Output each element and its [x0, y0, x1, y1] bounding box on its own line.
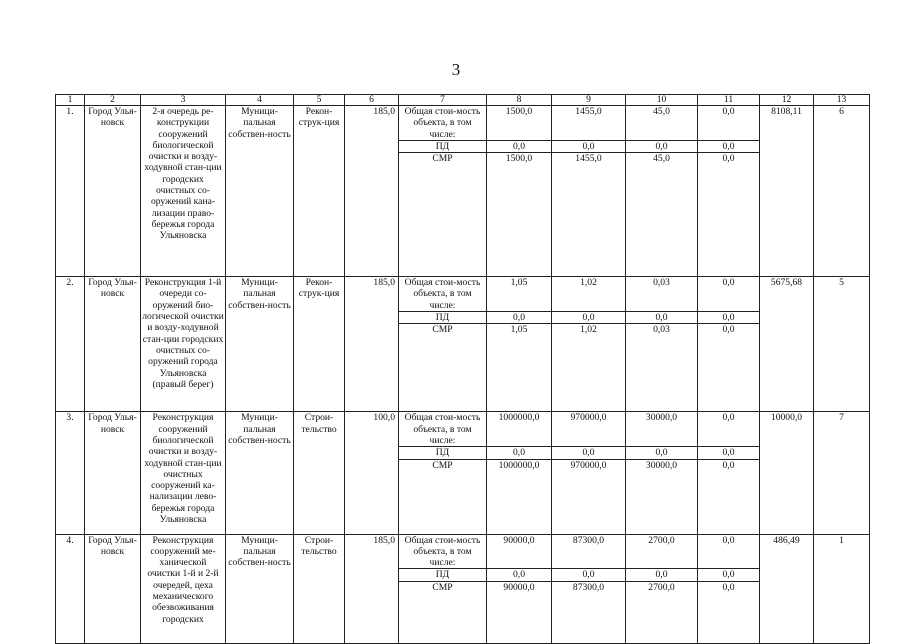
total-cost-value: 0,0	[698, 277, 760, 312]
row-number: 2.	[56, 277, 85, 412]
pd-label: ПД	[399, 312, 487, 324]
object-description: Реконструкция 1-й очереди со-оружений био-логической очистки и возду-ходувной стан-ции городских очистных со-оружений города Ульяновска (правый берег)	[141, 277, 226, 412]
smr-label: СМР	[399, 153, 487, 277]
pd-value: 0,0	[698, 447, 760, 459]
city-cell: Город Улья-новск	[85, 534, 141, 643]
pd-value: 0,0	[487, 569, 552, 581]
total-cost-value: 1,05	[487, 277, 552, 312]
pd-value: 0,0	[626, 312, 698, 324]
pd-value: 0,0	[626, 447, 698, 459]
ownership-cell: Муници-пальная собствен-ность	[226, 412, 294, 534]
smr-value: 1000000,0	[487, 459, 552, 534]
smr-value: 30000,0	[626, 459, 698, 534]
pd-value: 0,0	[626, 140, 698, 152]
pd-value: 0,0	[626, 569, 698, 581]
column-number: 6	[345, 95, 399, 106]
smr-value: 1455,0	[552, 153, 626, 277]
smr-value: 45,0	[626, 153, 698, 277]
col13-value: 7	[814, 412, 870, 534]
total-cost-value: 0,0	[698, 106, 760, 141]
city-cell: Город Улья-новск	[85, 106, 141, 277]
col12-value: 5675,68	[760, 277, 814, 412]
col13-value: 5	[814, 277, 870, 412]
total-cost-value: 970000,0	[552, 412, 626, 447]
smr-label: СМР	[399, 581, 487, 643]
smr-value: 1,02	[552, 324, 626, 412]
work-type-cell: Рекон-струк-ция	[294, 277, 345, 412]
column-number-row	[56, 95, 870, 106]
smr-label: СМР	[399, 324, 487, 412]
object-description: Реконструкция сооружений ме-ханической очистки 1-й и 2-й очередей, цеха механического обезвоживания городских	[141, 534, 226, 643]
total-cost-label: Общая стои-мость объекта, в том числе:	[399, 534, 487, 569]
total-cost-label: Общая стои-мость объекта, в том числе:	[399, 412, 487, 447]
column-number: 4	[226, 95, 294, 106]
ownership-cell: Муници-пальная собствен-ность	[226, 106, 294, 277]
work-type-cell: Строи-тельство	[294, 534, 345, 643]
total-cost-label: Общая стои-мость объекта, в том числе:	[399, 277, 487, 312]
smr-value: 0,0	[698, 324, 760, 412]
col12-value: 8108,11	[760, 106, 814, 277]
column-number: 5	[294, 95, 345, 106]
column-number: 9	[552, 95, 626, 106]
pd-value: 0,0	[698, 140, 760, 152]
smr-value: 1500,0	[487, 153, 552, 277]
pd-value: 0,0	[552, 569, 626, 581]
object-description: 2-я очередь ре-конструкции сооружений биологической очистки и возду-ходувной стан-ции городских очистных со-оружений кана-лизации право-бережья города Ульяновска	[141, 106, 226, 277]
total-cost-value: 2700,0	[626, 534, 698, 569]
capacity-cell: 185,0	[345, 534, 399, 643]
pd-value: 0,0	[487, 447, 552, 459]
total-cost-value: 1455,0	[552, 106, 626, 141]
total-cost-value: 30000,0	[626, 412, 698, 447]
smr-value: 0,0	[698, 153, 760, 277]
pd-label: ПД	[399, 140, 487, 152]
total-cost-value: 1,02	[552, 277, 626, 312]
ownership-cell: Муници-пальная собствен-ность	[226, 277, 294, 412]
total-cost-value: 87300,0	[552, 534, 626, 569]
object-row	[56, 534, 870, 569]
city-cell: Город Улья-новск	[85, 277, 141, 412]
capacity-cell: 185,0	[345, 106, 399, 277]
work-type-cell: Рекон-струк-ция	[294, 106, 345, 277]
pd-label: ПД	[399, 447, 487, 459]
column-number: 12	[760, 95, 814, 106]
column-number: 2	[85, 95, 141, 106]
work-type-cell: Строи-тельство	[294, 412, 345, 534]
smr-label: СМР	[399, 459, 487, 534]
ownership-cell: Муници-пальная собствен-ность	[226, 534, 294, 643]
smr-value: 0,0	[698, 459, 760, 534]
column-number: 7	[399, 95, 487, 106]
smr-value: 2700,0	[626, 581, 698, 643]
object-description: Реконструкция сооружений биологической очистки и возду-ходувной стан-ции очистных сооружений ка-нализации лево-бережья города Ульяновска	[141, 412, 226, 534]
pd-label: ПД	[399, 569, 487, 581]
smr-value: 1,05	[487, 324, 552, 412]
smr-value: 90000,0	[487, 581, 552, 643]
smr-value: 970000,0	[552, 459, 626, 534]
total-cost-value: 1500,0	[487, 106, 552, 141]
smr-value: 0,0	[698, 581, 760, 643]
pd-value: 0,0	[487, 312, 552, 324]
total-cost-value: 1000000,0	[487, 412, 552, 447]
column-number: 10	[626, 95, 698, 106]
pd-value: 0,0	[552, 312, 626, 324]
pd-value: 0,0	[698, 569, 760, 581]
total-cost-value: 0,0	[698, 412, 760, 447]
column-number: 11	[698, 95, 760, 106]
pd-value: 0,0	[552, 447, 626, 459]
pd-value: 0,0	[487, 140, 552, 152]
city-cell: Город Улья-новск	[85, 412, 141, 534]
total-cost-value: 45,0	[626, 106, 698, 141]
column-number: 3	[141, 95, 226, 106]
pd-value: 0,0	[552, 140, 626, 152]
capacity-cell: 100,0	[345, 412, 399, 534]
col13-value: 6	[814, 106, 870, 277]
pd-value: 0,0	[698, 312, 760, 324]
page-number: 3	[451, 60, 461, 79]
col12-value: 10000,0	[760, 412, 814, 534]
column-number: 1	[56, 95, 85, 106]
capacity-cell: 185,0	[345, 277, 399, 412]
investment-table	[55, 94, 870, 644]
row-number: 1.	[56, 106, 85, 277]
col12-value: 486,49	[760, 534, 814, 643]
object-row	[56, 412, 870, 447]
smr-value: 87300,0	[552, 581, 626, 643]
total-cost-value: 90000,0	[487, 534, 552, 569]
column-number: 8	[487, 95, 552, 106]
object-row	[56, 106, 870, 141]
total-cost-value: 0,03	[626, 277, 698, 312]
total-cost-value: 0,0	[698, 534, 760, 569]
smr-value: 0,03	[626, 324, 698, 412]
total-cost-label: Общая стои-мость объекта, в том числе:	[399, 106, 487, 141]
column-number: 13	[814, 95, 870, 106]
row-number: 3.	[56, 412, 85, 534]
object-row	[56, 277, 870, 312]
col13-value: 1	[814, 534, 870, 643]
row-number: 4.	[56, 534, 85, 643]
